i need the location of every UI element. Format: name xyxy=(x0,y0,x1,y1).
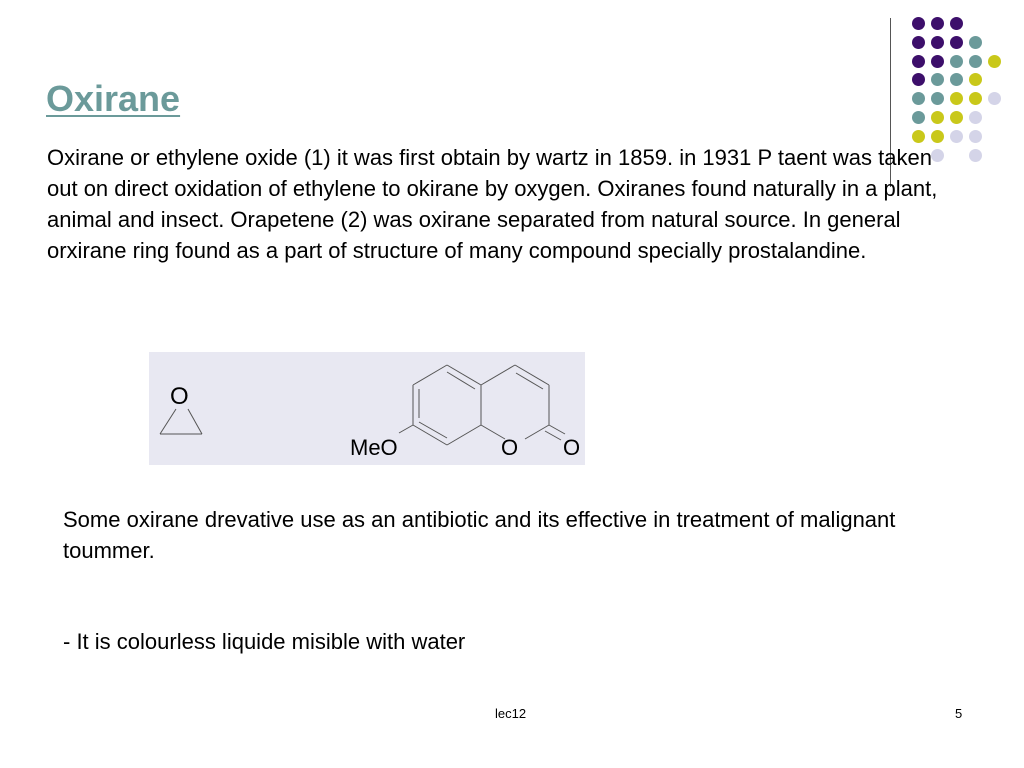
dot xyxy=(988,55,1001,68)
dot xyxy=(969,73,982,86)
dot xyxy=(912,111,925,124)
slide-title: Oxirane xyxy=(46,78,181,119)
dot xyxy=(912,17,925,30)
dot xyxy=(931,36,944,49)
dot xyxy=(912,55,925,68)
dot xyxy=(912,36,925,49)
dot xyxy=(950,111,963,124)
dot xyxy=(931,92,944,105)
dot xyxy=(931,73,944,86)
antibiotic-paragraph: Some oxirane drevative use as an antibiotic and its effective in treatment of malignant toummer. xyxy=(63,507,896,563)
oxirane-structure xyxy=(160,409,202,434)
dot xyxy=(969,92,982,105)
page-number: 5 xyxy=(955,706,963,721)
dot xyxy=(969,55,982,68)
dot xyxy=(931,17,944,30)
dot xyxy=(969,130,982,143)
methoxy-label: MeO xyxy=(350,435,398,460)
dot xyxy=(950,92,963,105)
property-bullet: - It is colourless liquide misible with water xyxy=(63,629,466,654)
dot xyxy=(988,92,1001,105)
dot xyxy=(969,111,982,124)
carbonyl-oxygen-label: O xyxy=(563,435,581,460)
chemical-structures-image xyxy=(149,352,585,465)
dot xyxy=(950,17,963,30)
dot xyxy=(969,36,982,49)
footer-label: lec12 xyxy=(495,706,527,721)
dot xyxy=(950,130,963,143)
structure-drawing xyxy=(149,352,585,465)
oxirane-oxygen-label: O xyxy=(170,383,189,410)
coumarin-structure xyxy=(399,365,565,445)
dot xyxy=(950,73,963,86)
ring-oxygen-label: O xyxy=(501,435,519,460)
dot xyxy=(969,149,982,162)
dot xyxy=(931,55,944,68)
intro-paragraph: Oxirane or ethylene oxide (1) it was first obtain by wartz in 1859. in 1931 P taent was taken out on direct oxidation of ethylene to okirane by oxygen. Oxiranes found naturally in a plant, animal and insect. Orapetene (2) was oxirane separated from natural source. In general orxirane ring found as a part of structure of many compound specially prostalandine. xyxy=(47,145,938,263)
dot xyxy=(912,73,925,86)
dot xyxy=(931,111,944,124)
dot xyxy=(950,55,963,68)
dot xyxy=(912,92,925,105)
dot xyxy=(950,36,963,49)
